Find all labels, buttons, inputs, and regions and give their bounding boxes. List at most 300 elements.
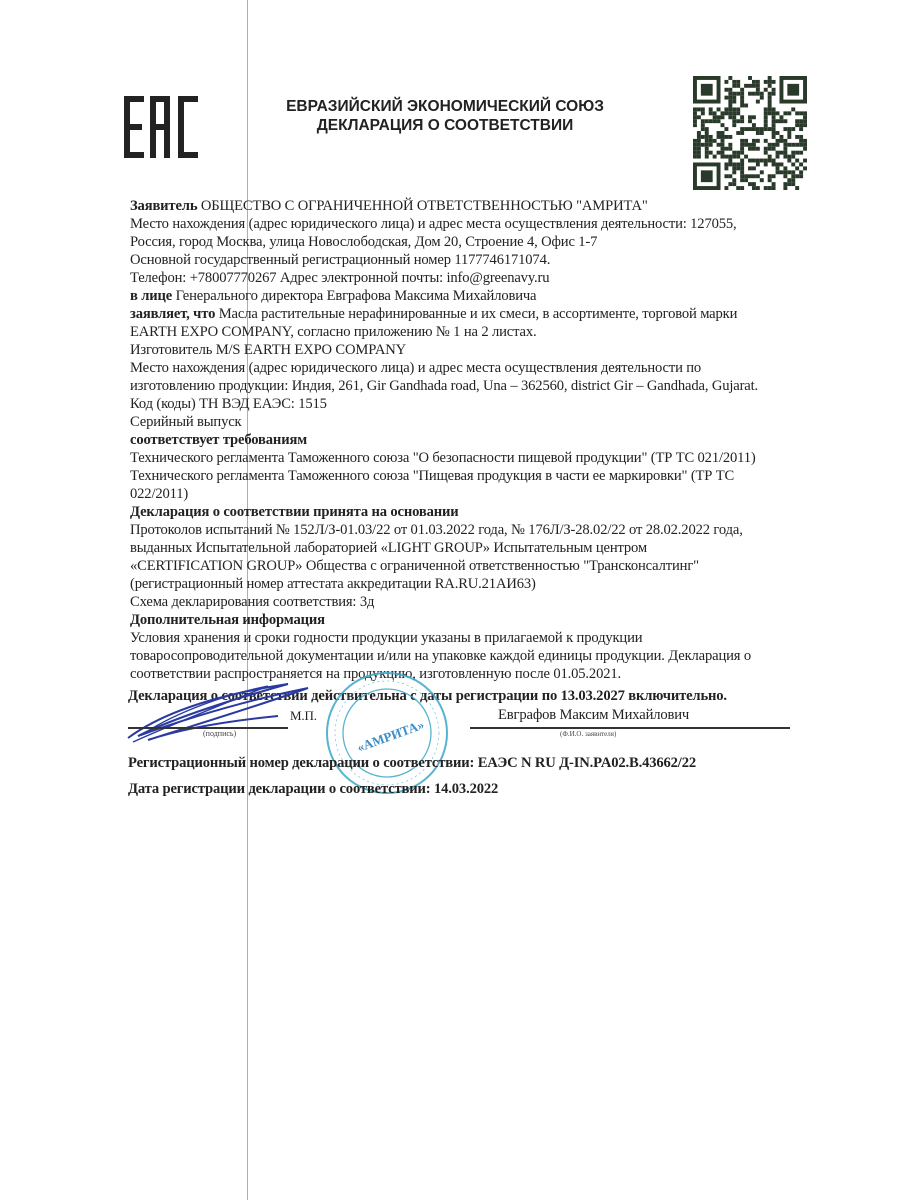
qr-module	[701, 143, 705, 147]
qr-module	[693, 139, 697, 143]
qr-module	[768, 111, 772, 115]
qr-module	[799, 162, 803, 166]
qr-module	[728, 111, 732, 115]
qr-module	[744, 174, 748, 178]
qr-module	[736, 119, 740, 123]
qr-module	[795, 119, 799, 123]
qr-module	[779, 151, 783, 155]
eac-logo	[122, 96, 202, 158]
stamp-text: «АМРИТА»	[354, 716, 426, 755]
qr-module	[740, 96, 744, 100]
qr-module	[732, 107, 736, 111]
qr-module	[732, 178, 736, 182]
qr-module	[772, 131, 776, 135]
qr-module	[764, 115, 768, 119]
qr-module	[732, 170, 736, 174]
qr-module	[693, 107, 697, 111]
qr-module	[795, 151, 799, 155]
qr-module	[705, 131, 709, 135]
qr-module	[803, 139, 807, 143]
qr-module	[705, 155, 709, 159]
name-caption: (Ф.И.О. заявителя)	[560, 730, 617, 738]
qr-module	[740, 92, 744, 96]
qr-module	[756, 147, 760, 151]
qr-module	[787, 143, 791, 147]
qr-module	[752, 143, 756, 147]
applicant-line	[130, 197, 648, 215]
qr-module	[724, 80, 728, 84]
qr-module	[693, 147, 697, 151]
qr-module	[756, 80, 760, 84]
qr-module	[732, 151, 736, 155]
qr-module	[732, 123, 736, 127]
qr-module	[776, 143, 780, 147]
qr-module	[768, 159, 772, 163]
qr-module	[724, 155, 728, 159]
qr-module	[728, 107, 732, 111]
qr-module	[803, 115, 807, 119]
qr-module	[768, 100, 772, 104]
qr-module	[768, 174, 772, 178]
qr-module	[764, 107, 768, 111]
qr-module	[728, 96, 732, 100]
manufacturer: Изготовитель M/S EARTH EXPO COMPANY	[130, 342, 407, 358]
qr-module	[701, 123, 705, 127]
qr-module	[783, 151, 787, 155]
qr-module	[705, 135, 709, 139]
qr-module	[724, 186, 728, 190]
requirement-1: Технического регламента Таможенного союза "О безопасности пищевой продукции" (ТР ТС 021/2011)	[130, 450, 756, 466]
qr-module	[756, 131, 760, 135]
qr-module	[756, 162, 760, 166]
qr-module	[713, 155, 717, 159]
qr-module	[724, 174, 728, 178]
qr-module	[768, 92, 772, 96]
qr-module	[791, 162, 795, 166]
qr-module	[701, 107, 705, 111]
qr-module	[732, 166, 736, 170]
qr-module	[799, 143, 803, 147]
manufacturer-address-2: изготовлению продукции: Индия, 261, Gir Gandhada road, Una – 362560, district Gir – Gandhada, Gujarat.	[130, 378, 759, 394]
qr-module	[795, 166, 799, 170]
qr-module	[787, 178, 791, 182]
qr-module	[709, 119, 713, 123]
qr-module	[744, 178, 748, 182]
qr-module	[760, 170, 764, 174]
applicant-contacts: Телефон: +78007770267 Адрес электронной почты: info@greenavy.ru	[130, 270, 550, 286]
qr-module	[728, 115, 732, 119]
qr-module	[787, 111, 791, 115]
qr-module	[764, 139, 768, 143]
basis-line-1: Протоколов испытаний № 152Л/З-01.03/22 от 01.03.2022 года, № 176Л/З-28.02/22 от 28.02.2022 года,	[130, 522, 743, 538]
additional-line-2: товаросопроводительной документации и/или на упаковке каждой единицы продукции. Декларация о	[130, 648, 751, 664]
qr-module	[748, 127, 752, 131]
qr-module	[791, 151, 795, 155]
signatory-name: Евграфов Максим Михайлович	[498, 707, 690, 723]
qr-module	[744, 127, 748, 131]
qr-module	[732, 96, 736, 100]
qr-module	[724, 88, 728, 92]
qr-module	[772, 162, 776, 166]
qr-module	[752, 84, 756, 88]
qr-module	[799, 151, 803, 155]
qr-module	[724, 127, 728, 131]
additional-line-1: Условия хранения и сроки годности продукции указаны в прилагаемой к продукции	[130, 630, 643, 646]
qr-module	[803, 159, 807, 163]
qr-module	[728, 92, 732, 96]
qr-module	[740, 174, 744, 178]
qr-module	[799, 135, 803, 139]
qr-module	[752, 174, 756, 178]
qr-module	[760, 131, 764, 135]
qr-module	[709, 143, 713, 147]
qr-module	[744, 155, 748, 159]
qr-module	[764, 123, 768, 127]
qr-module	[795, 111, 799, 115]
qr-module	[756, 88, 760, 92]
qr-module	[748, 119, 752, 123]
qr-module	[697, 139, 701, 143]
registration-number: Регистрационный номер декларации о соответствии: ЕАЭС N RU Д-IN.PA02.B.43662/22	[128, 755, 697, 771]
qr-module	[768, 104, 772, 108]
qr-module	[701, 127, 705, 131]
qr-module	[709, 135, 713, 139]
qr-module	[744, 104, 748, 108]
qr-module	[791, 155, 795, 159]
qr-module	[717, 119, 721, 123]
qr-module	[760, 159, 764, 163]
qr-module	[779, 119, 783, 123]
qr-module	[740, 104, 744, 108]
qr-module	[768, 186, 772, 190]
qr-module	[756, 127, 760, 131]
qr-module	[772, 186, 776, 190]
qr-module	[756, 174, 760, 178]
qr-module	[740, 159, 744, 163]
qr-module	[787, 131, 791, 135]
qr-module	[736, 80, 740, 84]
qr-module	[697, 115, 701, 119]
qr-module	[787, 127, 791, 131]
qr-module	[717, 115, 721, 119]
qr-module	[764, 186, 768, 190]
qr-module	[779, 170, 783, 174]
qr-module	[803, 123, 807, 127]
qr-module	[752, 139, 756, 143]
manufacturer-address-1: Место нахождения (адрес юридического лица) и адрес места осуществления деятельности по	[130, 360, 702, 376]
applicant-address-1: Место нахождения (адрес юридического лица) и адрес места осуществления деятельности: 127055,	[130, 216, 737, 232]
qr-module	[693, 111, 697, 115]
qr-module	[724, 107, 728, 111]
qr-module	[724, 135, 728, 139]
qr-module	[783, 111, 787, 115]
qr-module	[709, 111, 713, 115]
qr-module	[748, 92, 752, 96]
qr-finder	[701, 84, 713, 96]
qr-module	[764, 147, 768, 151]
qr-module	[752, 92, 756, 96]
additional-line-3: соответствии распространяется на продукцию, изготовленную после 01.05.2021.	[130, 666, 622, 682]
qr-module	[776, 119, 780, 123]
qr-module	[705, 127, 709, 131]
qr-module	[697, 131, 701, 135]
qr-module	[752, 159, 756, 163]
qr-module	[705, 139, 709, 143]
qr-module	[764, 111, 768, 115]
qr-module	[728, 159, 732, 163]
qr-module	[760, 92, 764, 96]
qr-module	[728, 143, 732, 147]
qr-module	[768, 76, 772, 80]
qr-module	[697, 107, 701, 111]
qr-module	[721, 155, 725, 159]
qr-module	[772, 115, 776, 119]
qr-module	[768, 80, 772, 84]
qr-module	[772, 119, 776, 123]
qr-module	[748, 174, 752, 178]
qr-module	[724, 162, 728, 166]
qr-module	[724, 96, 728, 100]
qr-module	[740, 131, 744, 135]
qr-module	[736, 162, 740, 166]
applicant-address-2: Россия, город Москва, улица Новослободская, Дом 20, Строение 4, Офис 1-7	[130, 234, 598, 250]
qr-finder	[787, 84, 799, 96]
qr-module	[783, 170, 787, 174]
qr-module	[701, 135, 705, 139]
qr-module	[728, 162, 732, 166]
basis-heading: Декларация о соответствии принята на основании	[130, 504, 459, 520]
hs-codes: Код (коды) ТН ВЭД ЕАЭС: 1515	[130, 396, 327, 412]
qr-module	[795, 186, 799, 190]
qr-module	[728, 76, 732, 80]
qr-module	[764, 151, 768, 155]
qr-module	[791, 143, 795, 147]
qr-module	[799, 127, 803, 131]
qr-module	[721, 131, 725, 135]
qr-module	[776, 170, 780, 174]
qr-module	[799, 123, 803, 127]
qr-module	[728, 100, 732, 104]
product-line-1	[130, 305, 737, 323]
qr-module	[740, 147, 744, 151]
qr-module	[744, 143, 748, 147]
qr-module	[705, 147, 709, 151]
qr-module	[779, 139, 783, 143]
qr-module	[799, 170, 803, 174]
qr-module	[799, 111, 803, 115]
qr-module	[693, 115, 697, 119]
qr-module	[756, 84, 760, 88]
qr-module	[764, 88, 768, 92]
qr-module	[791, 182, 795, 186]
applicant-label: Заявитель	[130, 198, 198, 214]
qr-module	[791, 107, 795, 111]
qr-module	[748, 76, 752, 80]
qr-module	[717, 131, 721, 135]
qr-module	[772, 88, 776, 92]
qr-module	[787, 155, 791, 159]
qr-module	[799, 139, 803, 143]
qr-module	[717, 151, 721, 155]
qr-module	[768, 147, 772, 151]
qr-module	[772, 92, 776, 96]
qr-module	[721, 143, 725, 147]
qr-module	[787, 170, 791, 174]
basis-line-4: (регистрационный номер аттестата аккредитации RA.RU.21АИ63)	[130, 576, 536, 592]
name-line	[470, 727, 790, 729]
qr-module	[721, 135, 725, 139]
qr-module	[772, 182, 776, 186]
qr-module	[717, 135, 721, 139]
qr-module	[795, 174, 799, 178]
qr-module	[732, 111, 736, 115]
qr-module	[732, 155, 736, 159]
qr-module	[736, 84, 740, 88]
qr-code	[690, 76, 810, 190]
qr-module	[709, 151, 713, 155]
qr-module	[740, 119, 744, 123]
qr-module	[701, 119, 705, 123]
qr-module	[740, 178, 744, 182]
union-title: ЕВРАЗИЙСКИЙ ЭКОНОМИЧЕСКИЙ СОЮЗ	[286, 98, 604, 115]
qr-module	[776, 111, 780, 115]
qr-module	[740, 166, 744, 170]
qr-module	[740, 127, 744, 131]
qr-module	[721, 147, 725, 151]
qr-module	[693, 119, 697, 123]
qr-module	[724, 147, 728, 151]
series: Серийный выпуск	[130, 414, 242, 430]
qr-module	[799, 174, 803, 178]
qr-module	[728, 182, 732, 186]
qr-module	[744, 139, 748, 143]
qr-module	[795, 159, 799, 163]
applicant-ogrn: Основной государственный регистрационный номер 1177746171074.	[130, 252, 551, 268]
qr-finder	[701, 170, 713, 182]
qr-module	[803, 119, 807, 123]
qr-module	[732, 162, 736, 166]
qr-module	[768, 127, 772, 131]
qr-module	[717, 143, 721, 147]
qr-module	[783, 139, 787, 143]
qr-module	[764, 127, 768, 131]
qr-module	[756, 159, 760, 163]
qr-module	[779, 115, 783, 119]
qr-module	[693, 143, 697, 147]
qr-module	[776, 131, 780, 135]
qr-module	[728, 104, 732, 108]
qr-module	[713, 115, 717, 119]
qr-module	[783, 143, 787, 147]
qr-module	[701, 111, 705, 115]
qr-module	[740, 115, 744, 119]
qr-module	[728, 155, 732, 159]
qr-module	[752, 182, 756, 186]
representative-line	[130, 287, 536, 305]
qr-module	[783, 147, 787, 151]
applicant-name: ОБЩЕСТВО С ОГРАНИЧЕННОЙ ОТВЕТСТВЕННОСТЬЮ "АМРИТА"	[197, 198, 648, 214]
qr-module	[736, 166, 740, 170]
qr-module	[740, 162, 744, 166]
qr-module	[705, 151, 709, 155]
qr-module	[787, 159, 791, 163]
qr-module	[717, 107, 721, 111]
qr-module	[795, 143, 799, 147]
qr-module	[732, 100, 736, 104]
qr-module	[783, 119, 787, 123]
qr-module	[721, 139, 725, 143]
qr-module	[779, 135, 783, 139]
qr-module	[740, 139, 744, 143]
qr-module	[776, 139, 780, 143]
qr-module	[728, 135, 732, 139]
qr-module	[779, 162, 783, 166]
qr-module	[783, 182, 787, 186]
qr-module	[705, 119, 709, 123]
qr-module	[760, 96, 764, 100]
qr-module	[748, 182, 752, 186]
requirement-2-cont: 022/2011)	[130, 486, 189, 502]
qr-module	[756, 139, 760, 143]
qr-module	[740, 170, 744, 174]
basis-line-2: выданных Испытательной лабораторией «LIGHT GROUP» Испытательным центром	[130, 540, 648, 556]
representative: Генерального директора Евграфова Максима Михайловича	[172, 288, 537, 304]
qr-module	[752, 127, 756, 131]
qr-module	[713, 111, 717, 115]
qr-module	[728, 88, 732, 92]
qr-module	[709, 107, 713, 111]
qr-module	[736, 111, 740, 115]
qr-module	[748, 159, 752, 163]
qr-module	[756, 92, 760, 96]
qr-module	[748, 143, 752, 147]
qr-module	[803, 147, 807, 151]
qr-module	[736, 151, 740, 155]
qr-module	[709, 139, 713, 143]
qr-module	[772, 159, 776, 163]
qr-module	[697, 155, 701, 159]
registration-date: Дата регистрации декларации о соответствии: 14.03.2022	[128, 781, 499, 797]
qr-module	[803, 111, 807, 115]
qr-module	[768, 96, 772, 100]
qr-module	[772, 111, 776, 115]
qr-module	[713, 119, 717, 123]
additional-heading: Дополнительная информация	[130, 612, 325, 628]
qr-module	[783, 186, 787, 190]
qr-module	[783, 166, 787, 170]
qr-module	[697, 147, 701, 151]
stamp-place: М.П.	[290, 708, 317, 723]
qr-module	[748, 166, 752, 170]
qr-module	[760, 178, 764, 182]
qr-module	[693, 123, 697, 127]
qr-module	[736, 92, 740, 96]
qr-module	[724, 111, 728, 115]
qr-module	[736, 107, 740, 111]
product-line-2: EARTH EXPO COMPANY, согласно приложению № 1 на 2 листах.	[130, 324, 537, 340]
qr-module	[740, 186, 744, 190]
qr-module	[740, 100, 744, 104]
qr-module	[693, 155, 697, 159]
qr-module	[764, 159, 768, 163]
qr-module	[732, 84, 736, 88]
qr-module	[697, 151, 701, 155]
qr-module	[768, 155, 772, 159]
qr-module	[752, 123, 756, 127]
qr-module	[768, 178, 772, 182]
qr-module	[772, 107, 776, 111]
qr-module	[795, 135, 799, 139]
